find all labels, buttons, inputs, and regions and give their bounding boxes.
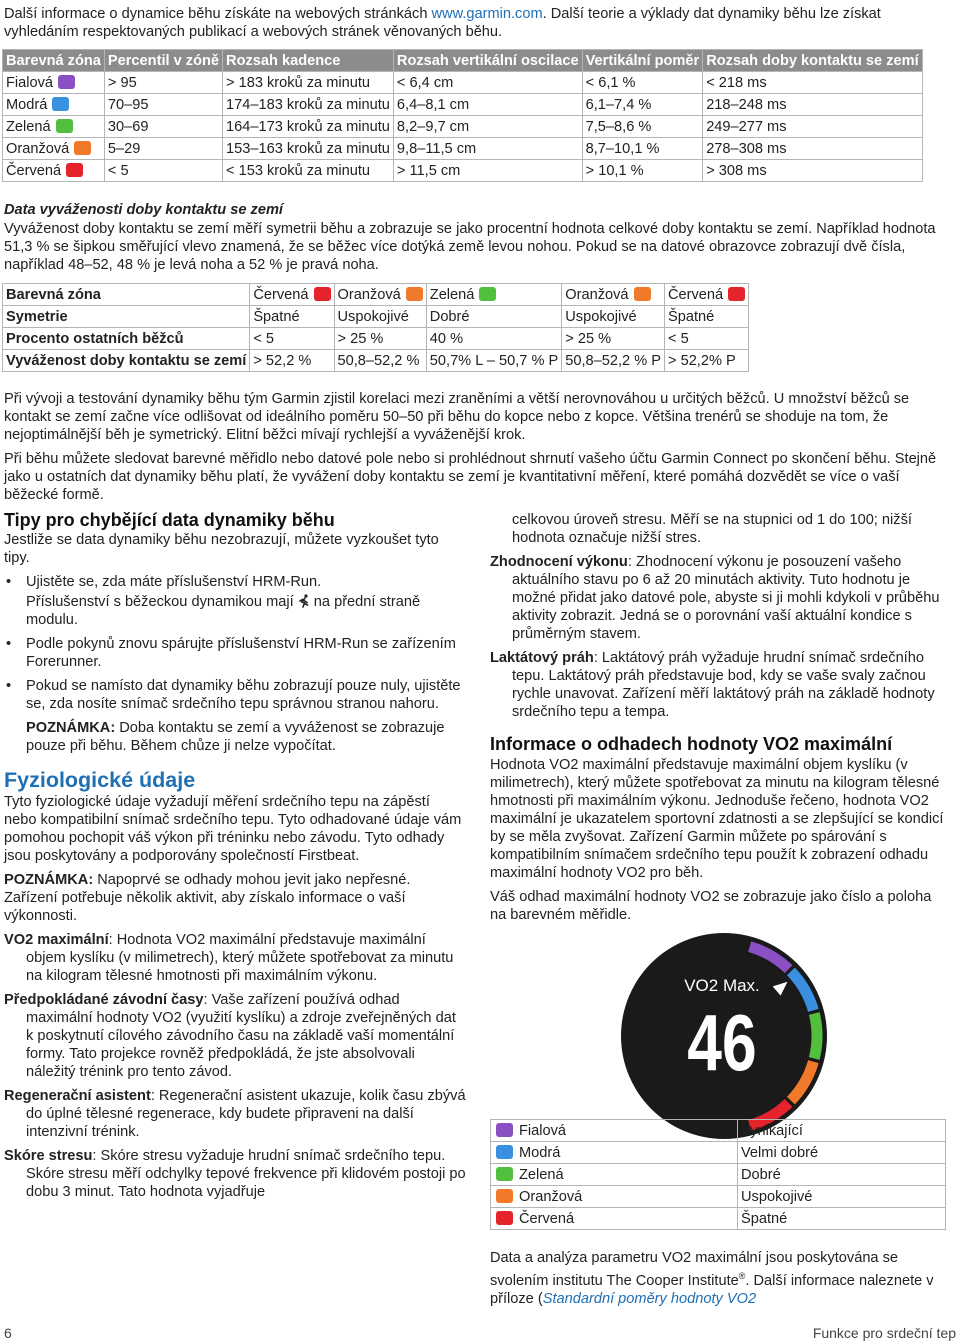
legend-color-swatch — [496, 1211, 513, 1225]
vo2-color-legend-table — [490, 1119, 946, 1230]
legend-zone-cell: Zelená — [491, 1164, 738, 1186]
tips-note: POZNÁMKA: Doba kontaktu se zemí a vyváženost se zobrazuje pouze při běhu. Během chůze ji nelze vypočítat. — [26, 720, 445, 754]
table-row — [3, 116, 923, 138]
legend-zone-cell: Modrá — [491, 1142, 738, 1164]
cell-bal: > 52,2 % — [250, 350, 334, 372]
cell-ratio: 7,5–8,6 % — [582, 116, 703, 138]
legend-color-swatch — [496, 1167, 513, 1181]
legend-color-swatch — [496, 1145, 513, 1159]
development-paragraph-2: Při běhu můžete sledovat barevné měřidlo nebo datové pole nebo si prohlédnout shrnutí vašeho účtu Garmin Connect po skončení běhu. Stejně jako u ostatních dat dynamiky běhu platí, že vyvážení doby kontaktu se zemí je kvantitativní měření, které pomáhá dozvědět se více o vaší běžecké formě. — [4, 451, 937, 503]
garmin-link[interactable]: www.garmin.com — [431, 6, 543, 22]
zone-cell: Modrá — [3, 94, 105, 116]
vo2-estimates-heading: Informace o odhadech hodnoty VO2 maximální — [490, 734, 893, 754]
cell-pct: < 5 — [250, 328, 334, 350]
running-figure-icon — [298, 594, 310, 608]
legend-zone-cell: Červená — [491, 1208, 738, 1230]
cell-zone: Oranžová — [562, 284, 665, 306]
percent-runners-row — [3, 328, 749, 350]
header-cadence: Rozsah kadence — [223, 50, 394, 72]
left-column — [4, 511, 466, 1207]
header-percentile: Percentil v zóně — [104, 50, 222, 72]
legend-zone-cell: Oranžová — [491, 1186, 738, 1208]
cell-sym: Uspokojivé — [562, 306, 665, 328]
zone-color-swatch — [314, 287, 331, 301]
cell-gct: 218–248 ms — [703, 94, 922, 116]
cell-bal: > 52,2% P — [665, 350, 749, 372]
cell-cad: 174–183 kroků za minutu — [223, 94, 394, 116]
zone-color-swatch — [66, 163, 83, 177]
cell-osc: < 6,4 cm — [393, 72, 582, 94]
stress-score-definition: Skóre stresu: Skóre stresu vyžaduje hrudní snímač srdečního tepu. Skóre stresu měří odchylky tepové frekvence při klidovém postoji po dobu 3 minut. Tato hodnota vyjadřuje — [4, 1148, 466, 1200]
cell-pct: 70–95 — [104, 94, 222, 116]
zone-color-swatch — [406, 287, 423, 301]
cell-gct: < 218 ms — [703, 72, 922, 94]
legend-zone-cell: Fialová — [491, 1120, 738, 1142]
zone-row — [3, 284, 749, 306]
cell-pct: 40 % — [426, 328, 561, 350]
cell-gct: > 308 ms — [703, 160, 922, 182]
cell-zone: Červená — [250, 284, 334, 306]
watch-title: VO2 Max. — [684, 976, 760, 995]
page-number: 6 — [4, 1325, 12, 1341]
gct-balance-section — [4, 201, 949, 274]
watch-vo2-value: 46 — [687, 998, 757, 1088]
header-ratio: Vertikální poměr — [582, 50, 703, 72]
legend-color-swatch — [496, 1123, 513, 1137]
section-footer: Funkce pro srdeční tep — [812, 1325, 956, 1341]
cell-sym: Špatné — [250, 306, 334, 328]
cell-ratio: > 10,1 % — [582, 160, 703, 182]
table-row — [3, 138, 923, 160]
cell-gct: 278–308 ms — [703, 138, 922, 160]
race-predictor-definition: Předpokládané závodní časy: Vaše zařízení používá odhad maximální hodnoty VO2 (využití kyslíku) a zdroje zveřejněných dat k poskytnutí cílového závodního času na základě vaší momentální formy. Tato projekce rovněž předpokládá, že jste absolvovali náležitý trénink pro tento závod. — [4, 992, 456, 1080]
row-label: Symetrie — [3, 306, 250, 328]
zone-cell: Červená — [3, 160, 105, 182]
cell-sym: Uspokojivé — [334, 306, 426, 328]
legend-row — [491, 1186, 946, 1208]
cell-ratio: 8,7–10,1 % — [582, 138, 703, 160]
legend-meaning-cell: Velmi dobré — [738, 1142, 946, 1164]
cell-pct: < 5 — [104, 160, 222, 182]
cell-zone: Zelená — [426, 284, 561, 306]
legend-row — [491, 1208, 946, 1230]
tip-subnote: Příslušenství s běžeckou dynamikou mají na přední straně modulu. — [26, 594, 421, 628]
cell-bal: 50,7% L – 50,7 % P — [426, 350, 561, 372]
cell-ratio: 6,1–7,4 % — [582, 94, 703, 116]
legend-meaning-cell: Uspokojivé — [738, 1186, 946, 1208]
zone-color-swatch — [74, 141, 91, 155]
cell-osc: 6,4–8,1 cm — [393, 94, 582, 116]
physiology-paragraph: Tyto fyziologické údaje vyžadují měření srdečního tepu na zápěstí nebo kompatibilní snímač srdečního tepu. Tyto odhadované údaje vám pomohou pochopit váš výkon při tréninku nebo závodu. Tyto odhady jsou poskytovány a podporovány společností Firstbeat. — [4, 794, 462, 864]
cell-sym: Špatné — [665, 306, 749, 328]
run-dynamics-zones-table — [2, 49, 923, 182]
gct-balance-paragraph: Vyváženost doby kontaktu se zemí měří symetrii běhu a zobrazuje se jako procentní hodnota celkové doby kontaktu se zemí. Například hodnota 51,3 % se šipkou směřující vlevo znamená, že se běžec více dotýká země levou nohou. Pokud se na datové obrazovce zobrazují dvě čísla, například 48–52, 48 % je levá noha a 52 % je pravá noha. — [4, 221, 936, 273]
tips-heading: Tipy pro chybějící data dynamiky běhu — [4, 510, 335, 530]
tip-item-repair: • Podle pokynů znovu spárujte příslušenství HRM-Run se zařízením Forerunner. — [6, 636, 456, 670]
cell-pct: 30–69 — [104, 116, 222, 138]
right-column — [490, 511, 950, 930]
legend-row — [491, 1164, 946, 1186]
cell-bal: 50,8–52,2 % — [334, 350, 426, 372]
cell-osc: 9,8–11,5 cm — [393, 138, 582, 160]
cell-pct: > 25 % — [562, 328, 665, 350]
legend-meaning-cell: Špatné — [738, 1208, 946, 1230]
stress-score-continued: celkovou úroveň stresu. Měří se na stupnici od 1 do 100; nižší hodnota označuje nižší stres. — [512, 512, 912, 546]
row-label: Barevná zóna — [3, 284, 250, 306]
zone-cell: Oranžová — [3, 138, 105, 160]
gct-balance-table — [2, 283, 749, 372]
tip-item-hrm-run: • Ujistěte se, zda máte příslušenství HRM-Run. — [6, 574, 322, 590]
table-row — [3, 160, 923, 182]
table-row — [3, 72, 923, 94]
vo2-estimates-paragraph-1: Hodnota VO2 maximální představuje maximální objem kyslíku (v milimetrech), který můžete spotřebovat za minutu na kilogram tělesné hmotnosti při maximálním výkonu. Jednoduše řečeno, hodnota VO2 maximální je ukazatelem sportovní zdatnosti a se zlepšující se kondicí by se měla zvyšovat. Zařízení Garmin můžete po spárování s kompatibilním snímačem srdečního tepu použít k zobrazení odhadu maximální hodnoty VO2 pro běh. — [490, 757, 944, 881]
development-section — [4, 390, 949, 510]
zone-color-swatch — [52, 97, 69, 111]
tips-intro: Jestliže se data dynamiky běhu nezobrazují, můžete vyzkoušet tyto tipy. — [4, 532, 439, 566]
symmetry-row — [3, 306, 749, 328]
legend-meaning-cell: Dobré — [738, 1164, 946, 1186]
cell-ratio: < 6,1 % — [582, 72, 703, 94]
intro-paragraph: Další informace o dynamice běhu získáte na webových stránkách www.garmin.com. Další teorie a výklady dat dynamiky běhu lze získat vyhledáním respektovaných publikací a webových stránek věnovaných běhu. — [4, 6, 881, 40]
legend-row — [491, 1142, 946, 1164]
zone-color-swatch — [728, 287, 745, 301]
cell-cad: < 153 kroků za minutu — [223, 160, 394, 182]
cell-pct: < 5 — [665, 328, 749, 350]
cell-osc: 8,2–9,7 cm — [393, 116, 582, 138]
legend-row — [491, 1120, 946, 1142]
recovery-advisor-definition: Regenerační asistent: Regenerační asistent ukazuje, kolik času zbývá do úplné tělesné regenerace, kdy budete připraveni na další intenzivní trénink. — [4, 1088, 466, 1140]
cell-cad: > 183 kroků za minutu — [223, 72, 394, 94]
cell-cad: 153–163 kroků za minutu — [223, 138, 394, 160]
row-label: Procento ostatních běžců — [3, 328, 250, 350]
cell-gct: 249–277 ms — [703, 116, 922, 138]
vo2-standard-ratings-link[interactable]: Standardní poměry hodnoty VO2 — [542, 1290, 757, 1307]
cell-zone: Oranžová — [334, 284, 426, 306]
table-row — [3, 94, 923, 116]
gct-balance-heading: Data vyváženosti doby kontaktu se zemí — [4, 202, 283, 218]
zone-color-swatch — [479, 287, 496, 301]
header-gct: Rozsah doby kontaktu se zemí — [703, 50, 922, 72]
lactate-threshold-definition: Laktátový práh: Laktátový práh vyžaduje hrudní snímač srdečního tepu. Laktátový práh představuje bod, kdy se vaše svaly začnou rychle unavovat. Zařízení měří laktátový práh na základě hodnoty srdečního tepu a tempa. — [490, 650, 935, 720]
gct-balance-row — [3, 350, 749, 372]
zone-color-swatch — [56, 119, 73, 133]
vo2-estimates-paragraph-2: Váš odhad maximální hodnoty VO2 se zobrazuje jako číslo a poloha na barevném měřidle. — [490, 889, 932, 923]
cell-cad: 164–173 kroků za minutu — [223, 116, 394, 138]
header-oscillation: Rozsah vertikální oscilace — [393, 50, 582, 72]
legend-meaning-cell: Vynikající — [738, 1120, 946, 1142]
zone-cell: Fialová — [3, 72, 105, 94]
vo2-definition: VO2 maximální: Hodnota VO2 maximální představuje maximální objem kyslíku (v milimetrech), který můžete spotřebovat za minutu na kilogram tělesné hmotnosti při maximálním výkonu. — [4, 932, 454, 984]
cell-pct: > 25 % — [334, 328, 426, 350]
cell-pct: > 95 — [104, 72, 222, 94]
performance-condition-definition: Zhodnocení výkonu: Zhodnocení výkonu je posouzení vašeho aktuálního stavu po 6 až 20 minutách aktivity. Tuto hodnotu je možné přidat jako datové pole, abyste si ji mohli kdykoli v průběhu aktivity zobrazit. Jedná se o porovnání vaší aktuální kondice s průměrným stavem. — [490, 554, 940, 642]
zone-color-swatch — [58, 75, 75, 89]
row-label: Vyváženost doby kontaktu se zemí — [3, 350, 250, 372]
development-paragraph-1: Při vývoji a testování dynamiky běhu tým Garmin zjistil korelaci mezi zraněními a větší nerovnováhou u určitých běžců. U množství běžců se kontakt se zemí začne více odlišovat od ideálního poměru 50–50 při běhu do kopce nebo z kopce. Většina trenérů se shoduje na tom, že nejoptimálnější běh je symetrický. Elitní běžci mívají rychlejší a vyváženější krok. — [4, 391, 910, 443]
cell-osc: > 11,5 cm — [393, 160, 582, 182]
physiology-heading: Fyziologické údaje — [4, 768, 196, 792]
cooper-institute-note: Data a analýza parametru VO2 maximální jsou poskytována se svolením institutu The Cooper Institute®. Další informace naleznete v příloze (Standardní poměry hodnoty VO2 — [490, 1250, 934, 1307]
zone-cell: Zelená — [3, 116, 105, 138]
gauge-segment — [814, 1014, 817, 1059]
cell-sym: Dobré — [426, 306, 561, 328]
table-header-row — [3, 50, 923, 72]
legend-color-swatch — [496, 1189, 513, 1203]
physiology-note: POZNÁMKA: Napoprvé se odhady mohou jevit jako nepřesné. Zařízení potřebuje několik aktivit, aby získalo informace o vaší výkonnosti. — [4, 872, 411, 924]
cell-bal: 50,8–52,2 % P — [562, 350, 665, 372]
zone-color-swatch — [634, 287, 651, 301]
tip-item-zeros: • Pokud se namísto dat dynamiky běhu zobrazují pouze nuly, ujistěte se, zda nosíte snímač srdečního tepu správnou stranou nahoru. — [6, 678, 461, 712]
vo2-max-watch-display — [621, 933, 827, 1139]
header-zone: Barevná zóna — [3, 50, 105, 72]
cell-pct: 5–29 — [104, 138, 222, 160]
cell-zone: Červená — [665, 284, 749, 306]
